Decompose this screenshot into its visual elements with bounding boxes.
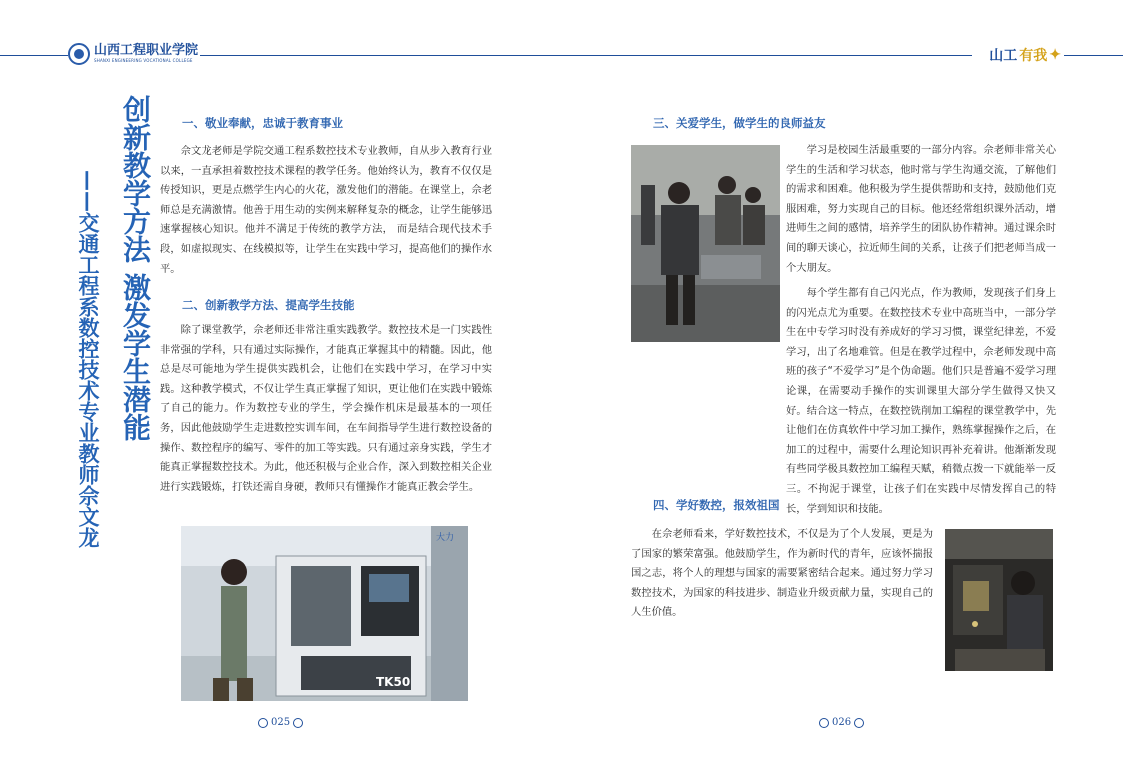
page-ring-icon bbox=[293, 718, 303, 728]
page-ring-icon bbox=[819, 718, 829, 728]
section-3-paragraph-1: 学习是校园生活最重要的一部分内容。佘老师非常关心学生的生活和学习状态，他时常与学生沟通交流，了解他们的需求和困难。他积极为学生提供帮助和支持，鼓励他们克服困难，努力实现自己的目标。他还经常组织课外活动，增进师生之间的感情，培养学生的团队协作精神。通过课余时间的聊天谈心，拉近师生间的关系，让孩子们把老师当成一个大朋友。 bbox=[786, 144, 1056, 274]
header-rule-left bbox=[0, 55, 68, 56]
brand-part-a: 山工 bbox=[989, 48, 1018, 64]
college-logo bbox=[68, 43, 198, 65]
header-rule-right bbox=[1064, 55, 1123, 56]
machining-photo bbox=[945, 529, 1053, 671]
brand-part-b: 有我 bbox=[1019, 48, 1048, 64]
section-3-paragraph-2 bbox=[631, 284, 1056, 519]
college-seal-icon bbox=[68, 43, 90, 65]
cnc-lathe-photo bbox=[181, 526, 468, 701]
machine-brand-label: 大力 bbox=[436, 533, 455, 543]
page-number-right-text: 026 bbox=[832, 717, 852, 728]
section-1-heading: 一、敬业奉献，忠诚于教育事业 bbox=[182, 116, 343, 130]
page-number-right bbox=[819, 717, 864, 728]
logo-subtitle: SHANXI ENGINEERING VOCATIONAL COLLEGE bbox=[94, 58, 193, 63]
section-3-heading: 三、关爱学生，做学生的良师益友 bbox=[653, 116, 826, 130]
page-number-left bbox=[258, 717, 303, 728]
machine-model-label: TK50 bbox=[376, 675, 411, 689]
star-icon: ✦ bbox=[1049, 47, 1061, 63]
column-brand bbox=[989, 45, 1061, 65]
section-2-heading: 二、创新教学方法、提高学生技能 bbox=[182, 298, 355, 312]
page-number-left-text: 025 bbox=[271, 717, 291, 728]
page-ring-icon bbox=[258, 718, 268, 728]
article-title: 创新教学方法 激发学生潜能 bbox=[119, 95, 152, 441]
section-4-heading: 四、学好数控，报效祖国 bbox=[653, 498, 780, 512]
logo-name: 山西工程职业学院 bbox=[94, 43, 199, 58]
page-ring-icon bbox=[854, 718, 864, 728]
article-subtitle: ——交通工程系数控技术专业教师佘文龙 bbox=[76, 170, 100, 548]
section-2-paragraph: 除了课堂教学，佘老师还非常注重实践教学。数控技术是一门实践性非常强的学科，只有通过实际操作，才能真正掌握其中的精髓。因此，他总是尽可能地为学生提供实践机会，让他们在实践中学习，在学习中实践。这种教学模式，不仅让学生真正掌握了知识，更让他们在实践中锻炼了自己的能力。作为数控专业的学生，学会操作机床是最基本的一项任务，因此他鼓励学生走进数控实训车间，在车间指导学生进行数控设备的操作、数控程序的编写、零件的加工等实践。只有通过亲身实践，学生才能真正掌握数控技术。为此，他还积极与企业合作，深入到数控相关企业进行实践锻炼，打铁还需自身硬，教师只有懂操作才能真正教会学生。 bbox=[160, 324, 492, 493]
header-rule-middle bbox=[200, 55, 972, 56]
section-3-paragraph-2-text: 每个学生都有自己闪光点，作为教师，发现孩子们身上的闪光点尤为重要。在数控技术专业中高班当中，一部分学生在中专学习时没有养成好的学习习惯，课堂纪律差，不爱学习，出了名地难管。但是在教学过程中，佘老师发现中高班的孩子“不爱学习”是个伪命题。他们只是普遍不爱学习理论课，在需要动手操作的实训课里大部分学生做得又快又好。结合这一特点，在数控铣削加工编程的课堂教学中，先让他们在仿真软件中学习加工操作，熟练掌握操作之后，在加工的过程中，需要什么理论知识再补充着讲。他渐渐发现有些同学极具数控加工编程天赋，稍微点拨一下就能举一反三。不拘泥于课堂，让孩子们在实践中尽情发挥自己的特长，学到知识和技能。 bbox=[786, 287, 1056, 515]
section-1-paragraph: 佘文龙老师是学院交通工程系数控技术专业教师，自从步入教育行业以来，一直承担着数控技术课程的教学任务。他始终认为，教育不仅仅是传授知识，更是点燃学生内心的火花，激发他们的潜能。在课堂上，佘老师总是充满激情。他善于用生动的实例来解释复杂的概念，让学生能够迅速掌握核心知识。他并不满足于传统的教学方法， 而是结合现代技术手段，如虚拟现实、在线模拟等，让学生在实践中学习，提高他们的操作水平。 bbox=[160, 145, 492, 275]
section-4-paragraph: 在佘老师看来，学好数控技术，不仅是为了个人发展，更是为了国家的繁荣富强。他鼓励学生，作为新时代的青年，应该怀揣报国之志，将个人的理想与国家的需要紧密结合起来。通过努力学习数控技术，为国家的科技进步、制造业升级贡献力量，实现自己的人生价值。 bbox=[631, 528, 933, 619]
